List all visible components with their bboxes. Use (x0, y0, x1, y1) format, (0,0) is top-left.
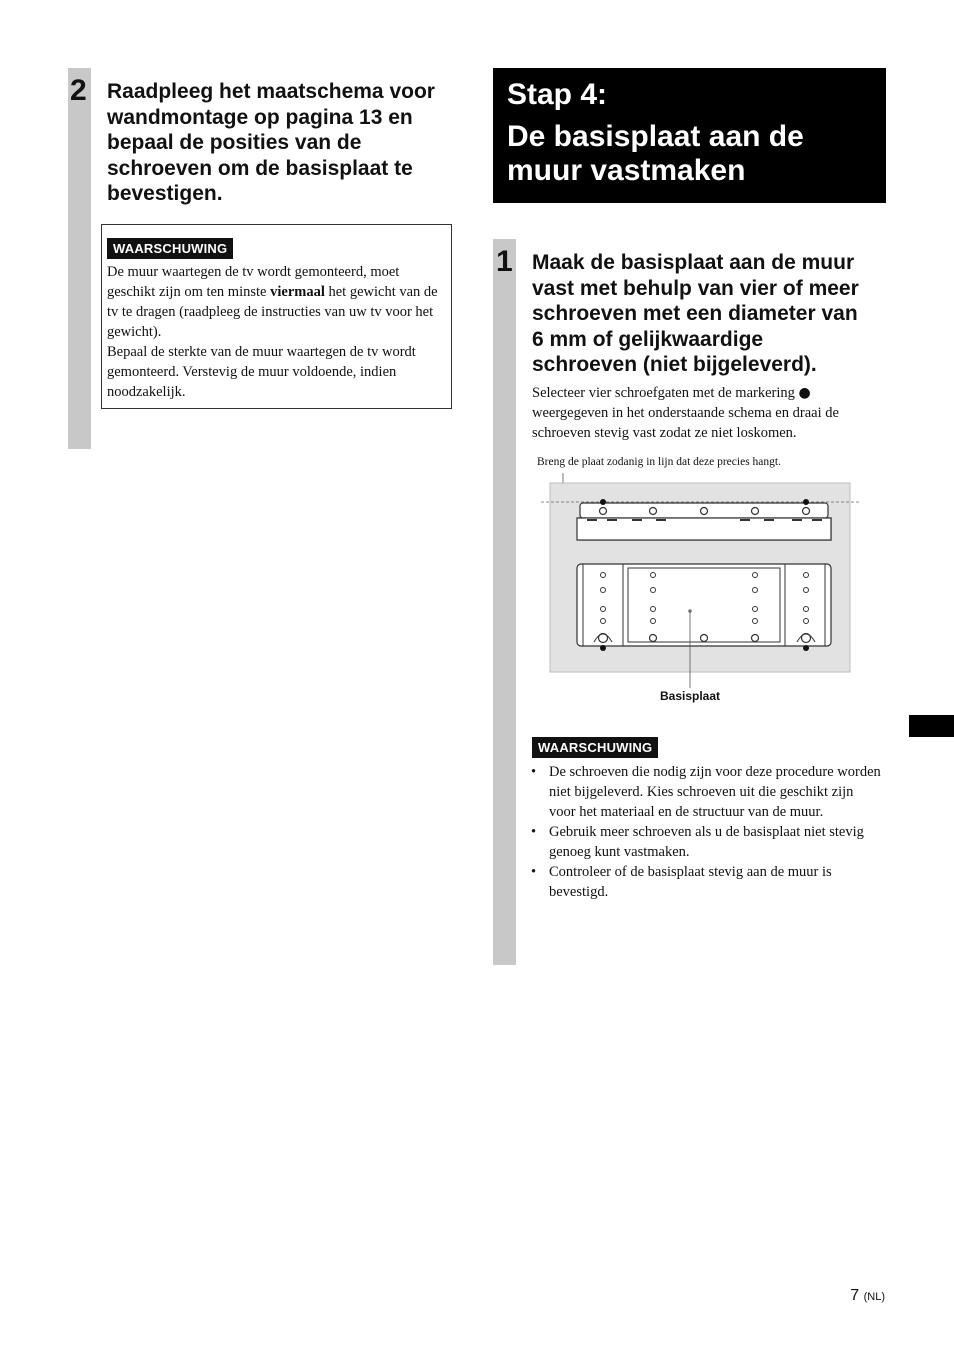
screw-hole-marker-icon: ● (798, 385, 811, 401)
page-number-value: 7 (850, 1287, 860, 1304)
section-edge-tab (909, 715, 954, 737)
heading-line: bepaal de posities van de (107, 131, 362, 154)
heading-line: 6 mm of gelijkwaardige (532, 327, 764, 351)
figure-top-caption: Breng de plaat zodanig in lijn dat deze precies hangt. (537, 456, 781, 468)
body-part: Selecteer vier schroefgaten met de markering (532, 385, 799, 401)
warning-box-left (101, 224, 452, 409)
section-title-box (493, 68, 886, 203)
warning-text-part: Bepaal de sterkte van de muur waartegen de tv wordt gemonteerd. Verstevig de muur voldoende, indien noodzakelijk. (107, 344, 416, 400)
section-title-text (507, 120, 872, 188)
heading-line: Raadpleeg het maatschema voor (107, 80, 435, 103)
warning-label: WAARSCHUWING (107, 238, 233, 259)
step-1-heading (532, 250, 892, 378)
warning-text-part: het gewicht van de tv te dragen (raadpleeg de instructies van uw tv voor het gewicht). (107, 284, 438, 340)
list-item: • Controleer of de basisplaat stevig aan de muur is bevestigd. (531, 862, 881, 902)
warning-text (107, 262, 446, 402)
section-title-line: muur vastmaken (507, 154, 746, 187)
warning-bullets (531, 762, 881, 902)
step-2-number: 2 (70, 74, 87, 107)
warning-text-bold: viermaal (270, 284, 325, 300)
step-1-number: 1 (496, 245, 513, 278)
section-title-step: Stap 4: (507, 78, 608, 111)
page-language-suffix: (NL) (863, 1291, 885, 1303)
step-2-heading (107, 79, 467, 207)
warning-text-part: De muur waartegen de tv wordt gemonteerd, moet geschikt zijn om ten minste (107, 264, 400, 300)
heading-line: schroeven om de basisplaat te (107, 156, 413, 180)
body-part: weergegeven in het onderstaande schema en draai de schroeven stevig vast zodat ze niet loskomen. (532, 405, 839, 441)
section-title-line: De basisplaat aan de (507, 120, 804, 153)
heading-line: schroeven met een diameter van (532, 302, 858, 325)
figure-bottom-caption: Basisplaat (660, 689, 721, 703)
list-item: • De schroeven die nodig zijn voor deze procedure worden niet bijgeleverd. Kies schroeven uit die geschikt zijn voor het materiaal en de structuur van de muur. (531, 762, 881, 822)
step-2-margin-bar (68, 68, 91, 449)
warning-label-right: WAARSCHUWING (532, 737, 658, 758)
heading-line: schroeven (niet bijgeleverd). (532, 353, 817, 376)
heading-line: Maak de basisplaat aan de muur (532, 251, 855, 274)
base-plate-diagram (535, 470, 865, 710)
heading-line: bevestigen. (107, 182, 223, 205)
heading-line: vast met behulp van vier of meer (532, 276, 859, 300)
list-item: • Gebruik meer schroeven als u de basisplaat niet stevig genoeg kunt vastmaken. (531, 822, 881, 862)
step-1-body (532, 383, 882, 443)
heading-line: wandmontage op pagina 13 en (107, 105, 413, 129)
step-1-margin-bar (493, 239, 516, 965)
page-number (850, 1287, 885, 1305)
